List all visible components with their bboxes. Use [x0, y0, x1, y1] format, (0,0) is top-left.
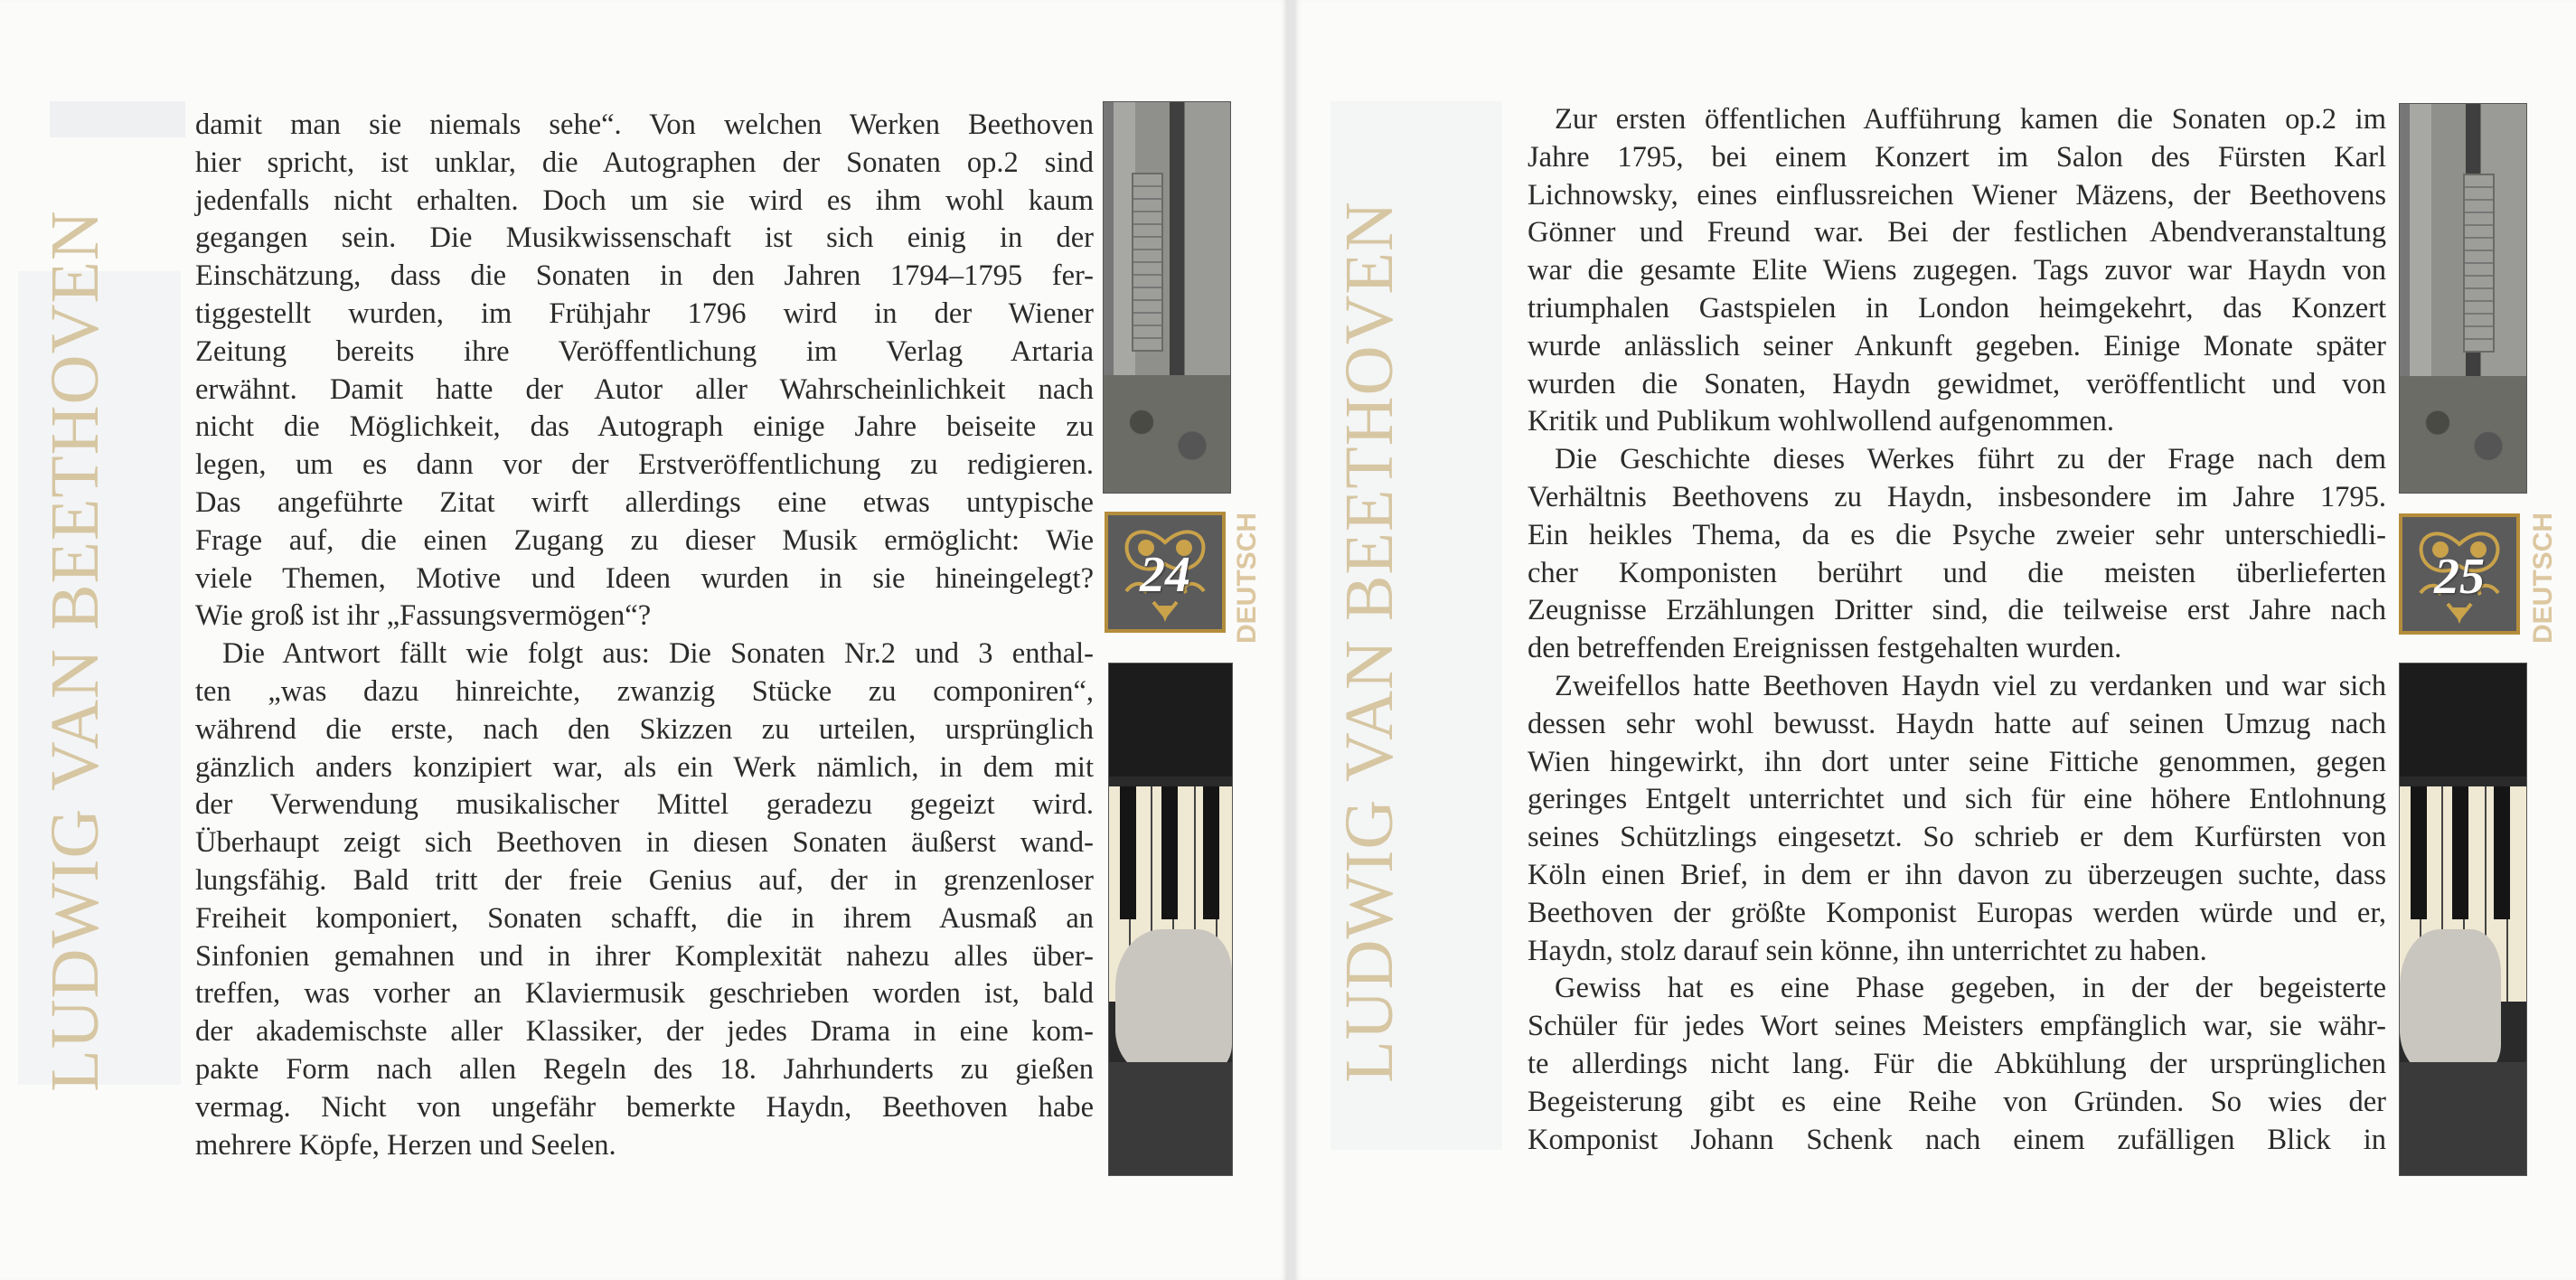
text-line: te allerdings nicht lang. Für die Abkühlung der ursprünglichen [1528, 1047, 2386, 1080]
text-line: gänzlich anders konzipiert war, als ein Werk nämlich, in dem mit [195, 750, 1094, 784]
text-line: Sinfonien gemahnen und in ihrer Komplexität nahezu alles über- [195, 939, 1094, 973]
text-line: Köln einen Brief, in dem er ihn davon zu überzeugen suchte, dass [1528, 858, 2386, 891]
text-line: Zweifellos hatte Beethoven Haydn viel zu verdanken und war sich [1555, 669, 2386, 702]
text-line: Einschätzung, dass die Sonaten in den Jahren 1794–1795 fer- [195, 259, 1094, 293]
text-line: nicht die Möglichkeit, das Autograph einige Jahre beiseite zu [195, 410, 1094, 444]
text-line: wurden die Sonaten, Haydn gewidmet, veröffentlicht und von [1528, 367, 2386, 400]
language-label: DEUTSCH [2528, 512, 2558, 644]
page-number: 25 [2434, 549, 2485, 605]
text-line: Frage auf, die einen Zugang zu dieser Musik ermöglicht: Wie [195, 523, 1094, 557]
text-line: der akademischste aller Klassiker, der jedes Drama in eine kom- [195, 1015, 1094, 1049]
text-line: hier spricht, ist unklar, die Autographen der Sonaten op.2 sind [195, 146, 1094, 179]
text-line: ten „was dazu hinreichte, zwanzig Stücke zu componiren“, [195, 674, 1094, 708]
text-line: Die Antwort fällt wie folgt aus: Die Sonaten Nr.2 und 3 enthal- [222, 637, 1094, 671]
text-line: dessen sehr wohl bewusst. Haydn hatte auf seinen Umzug nach [1528, 707, 2386, 740]
piano-hand-photo [2399, 663, 2527, 1176]
text-line: Wie groß ist ihr „Fassungsvermögen“? [195, 599, 652, 633]
text-line: damit man sie niemals sehe“. Von welchen Werken Beethoven [195, 108, 1094, 141]
body-text [1528, 101, 2386, 1159]
text-line: triumphalen Gastspielen in London heimgekehrt, das Konzert [1528, 291, 2386, 325]
text-line: seines Schützlings eingesetzt. So schrieb er dem Kurfürsten von [1528, 821, 2386, 854]
text-line: geringes Entgelt unterrichtet und sich für eine höhere Entlohnung [1528, 783, 2386, 816]
text-line: Lichnowsky, eines einflussreichen Wiener Mäzens, der Beethovens [1528, 178, 2386, 212]
text-line: tiggestellt wurden, im Frühjahr 1796 wird in der Wiener [195, 296, 1094, 330]
text-line: Beethoven der größte Komponist Europas werden würde und er, [1528, 896, 2386, 929]
paragraph [195, 107, 1094, 635]
text-line: Gönner und Freund war. Bei der festlichen Abendveranstaltung [1528, 216, 2386, 249]
paragraph [1528, 101, 2386, 441]
text-line: Zur ersten öffentlichen Aufführung kamen die Sonaten op.2 im [1555, 103, 2386, 136]
text-line: Jahre 1795, bei einem Konzert im Salon des Fürsten Karl [1528, 140, 2386, 174]
text-line: gegangen sein. Die Musikwissenschaft ist sich einig in der [195, 221, 1094, 255]
text-line: Zeugnisse Erzählungen Dritter sind, die teilweise erst Jahre nach [1528, 594, 2386, 627]
text-line: während die erste, nach den Skizzen zu urteilen, ursprünglich [195, 712, 1094, 746]
page-number-badge [2399, 513, 2520, 635]
text-line: erwähnt. Damit hatte der Autor aller Wahrscheinlichkeit nach [195, 372, 1094, 406]
text-line: pakte Form nach allen Regeln des 18. Jahrhunderts zu gießen [195, 1052, 1094, 1086]
text-line: der Verwendung musikalischer Mittel geradezu gegeizt wird. [195, 788, 1094, 822]
text-line: legen, um es dann vor der Erstveröffentlichung zu redigieren. [195, 448, 1094, 482]
paragraph [1528, 668, 2386, 970]
text-line: cher Komponisten berührt und die meisten überlieferten [1528, 556, 2386, 589]
text-line: Überhaupt zeigt sich Beethoven in diesen Sonaten äußerst wand- [195, 826, 1094, 860]
text-line: Kritik und Publikum wohlwollend aufgenommen. [1528, 405, 2115, 438]
paragraph [1528, 441, 2386, 668]
right-page [1294, 0, 2576, 1280]
book-gutter [1287, 0, 1294, 1280]
text-line: war die gesamte Elite Wiens zugegen. Tags zuvor war Haydn von [1528, 254, 2386, 287]
piano-hand-photo [1108, 663, 1233, 1176]
text-line: Das angeführte Zitat wirft allerdings eine etwas untypische [195, 485, 1094, 519]
text-line: lungsfähig. Bald tritt der freie Genius auf, der in grenzenloser [195, 863, 1094, 897]
text-line: wurde anlässlich seiner Ankunft gegeben. Einige Monate später [1528, 329, 2386, 362]
text-line: Schüler für jedes Wort seines Meisters empfänglich war, sie währ- [1528, 1010, 2386, 1043]
text-line: Die Geschichte dieses Werkes führt zu der Frage nach dem [1555, 443, 2386, 476]
language-label: DEUTSCH [1232, 512, 1262, 644]
text-line: Komponist Johann Schenk nach einem zufälligen Blick in [1528, 1123, 2386, 1156]
paragraph [195, 635, 1094, 1164]
text-line: Zeitung bereits ihre Veröffentlichung im Verlag Artaria [195, 334, 1094, 368]
building-photo [2399, 103, 2527, 494]
text-line: mehrere Köpfe, Herzen und Seelen. [195, 1128, 616, 1162]
page-number: 24 [1140, 547, 1190, 603]
body-text [195, 107, 1094, 1164]
text-line: viele Themen, Motive und Ideen wurden in sie hineingelegt? [195, 561, 1094, 595]
paragraph [1528, 970, 2386, 1159]
text-line: den betreffenden Ereignissen festgehalten wurden. [1528, 632, 2122, 665]
text-line: Gewiss hat es eine Phase gegeben, in der der begeisterte [1555, 972, 2386, 1005]
left-page [0, 0, 1287, 1280]
text-line: vermag. Nicht von ungefähr bemerkte Haydn, Beethoven habe [195, 1090, 1094, 1124]
text-line: Begeisterung gibt es eine Reihe von Gründen. So wies der [1528, 1085, 2386, 1118]
text-line: Verhältnis Beethovens zu Haydn, insbesondere im Jahre 1795. [1528, 480, 2386, 513]
text-line: Wien hingewirkt, ihn dort unter seine Fittiche genommen, gegen [1528, 745, 2386, 778]
text-line: Freiheit komponiert, Sonaten schafft, die in ihrem Ausmaß an [195, 901, 1094, 935]
text-line: Haydn, stolz darauf sein könne, ihn unterrichtet zu haben. [1528, 934, 2207, 967]
text-line: treffen, was vorher an Klaviermusik geschrieben worden ist, bald [195, 977, 1094, 1011]
running-title: LUDWIG VAN BEETHOVEN [1331, 201, 1407, 1083]
text-line: Ein heikles Thema, da es die Psyche zweier sehr unterschiedli- [1528, 518, 2386, 551]
text-line: jedenfalls nicht erhalten. Doch um sie wird es ihm wohl kaum [195, 184, 1094, 217]
running-title: LUDWIG VAN BEETHOVEN [37, 210, 113, 1092]
page-number-badge [1105, 512, 1226, 633]
building-photo [1103, 101, 1231, 494]
